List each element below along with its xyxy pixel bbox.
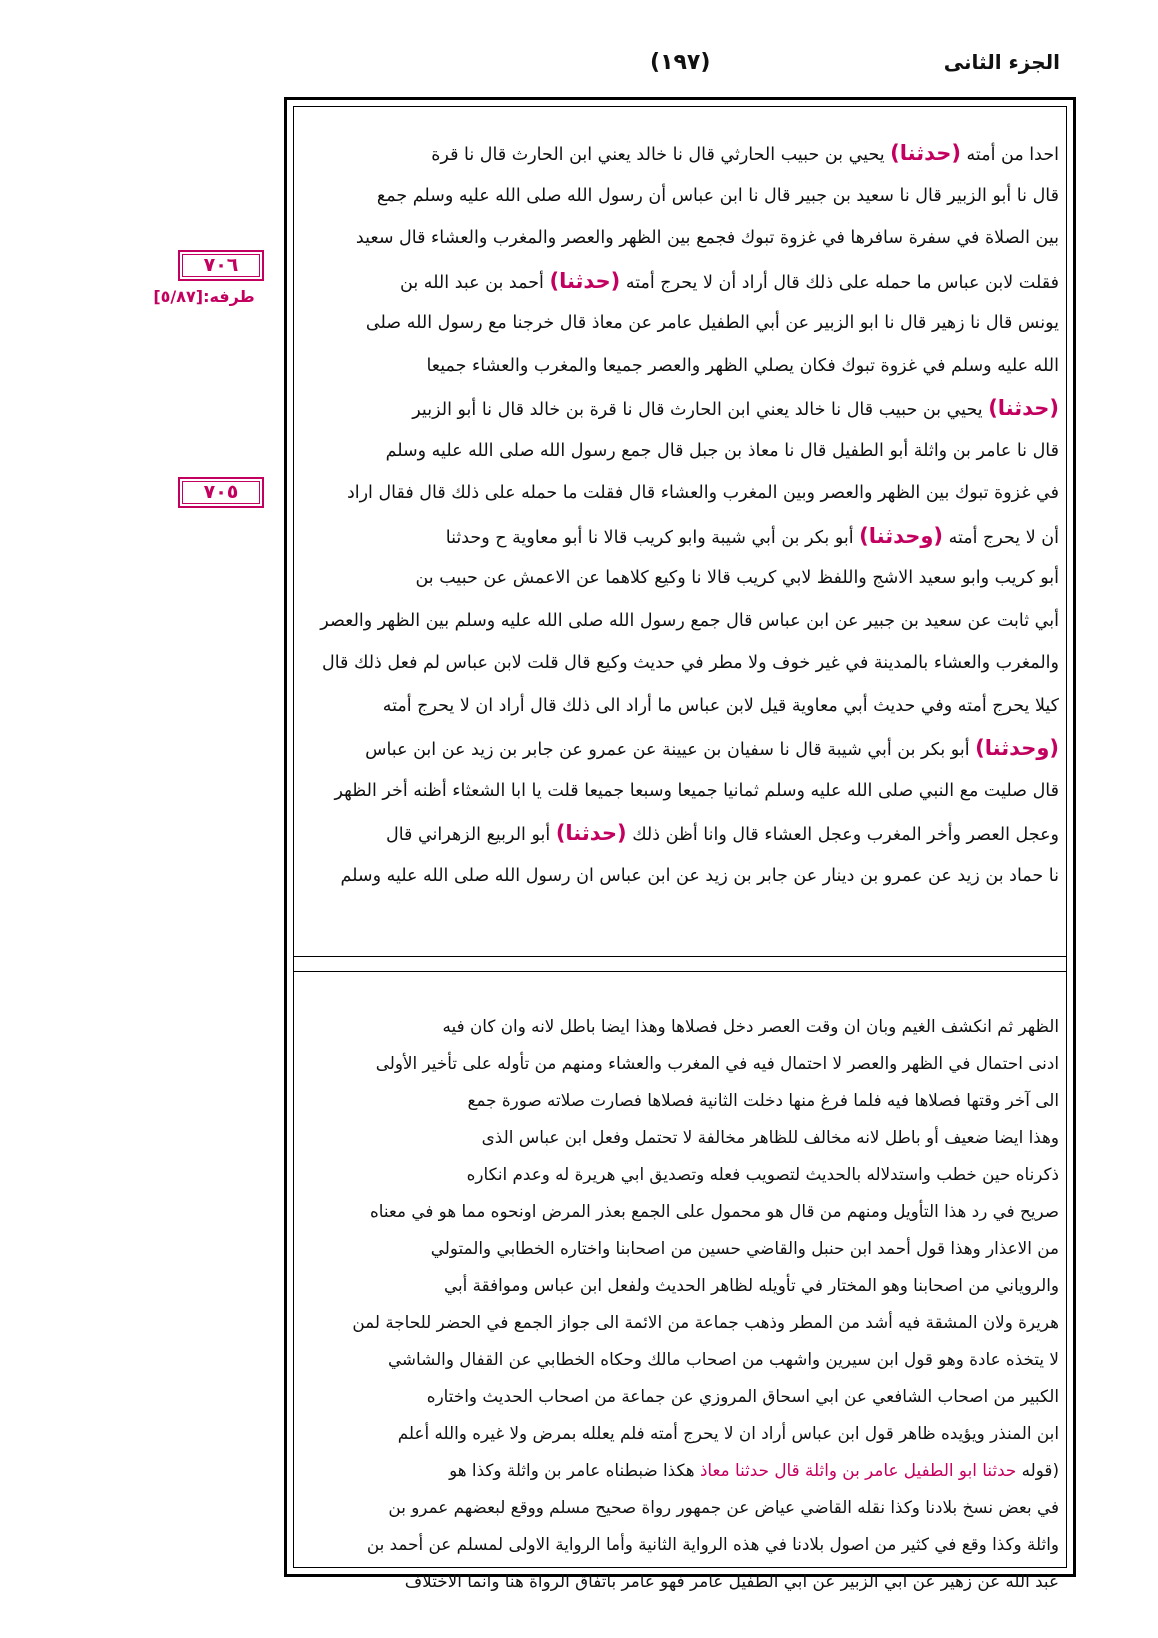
upper-text-line xyxy=(301,812,1059,855)
text-segment: في بعض نسخ بلادنا وكذا نقله القاضي عياض عن جمهور رواة صحيح مسلم ووقع لبعضهم عمرو بن xyxy=(388,1497,1059,1517)
text-segment: عبد الله عن زهير عن ابي الزبير عن ابي الطفيل عامر فهو عامر باتفاق الرواة هنا وانما الاختلاف xyxy=(404,1571,1059,1591)
text-segment: قال نا أبو الزبير قال نا سعيد بن جبير قال نا ابن عباس أن رسول الله صلى الله عليه وسلم جمع xyxy=(376,185,1059,206)
hadith-marker: (وحدثنا) xyxy=(975,736,1059,760)
quoted-isnad: حدثنا ابو الطفيل عامر بن واثلة قال حدثنا معاذ xyxy=(699,1460,1017,1480)
text-segment: فقلت لابن عباس ما حمله على ذلك قال أراد أن لا يحرج أمته xyxy=(620,272,1059,293)
upper-text-line xyxy=(301,430,1059,473)
text-segment: ذكرناه حين خطب واستدلاله بالحديث لتصويب فعله وتصديق ابي هريرة له وعدم انكاره xyxy=(466,1164,1059,1184)
lower-text-line xyxy=(301,1156,1059,1193)
text-segment: أبو كريب وابو سعيد الاشج واللفظ لابي كريب قالا نا وكيع كلاهما عن الاعمش عن حبيب بن xyxy=(415,568,1059,588)
volume-title: الجزء الثانى xyxy=(943,50,1060,74)
text-segment: الله عليه وسلم في غزوة تبوك فكان يصلي الظهر والعصر جميعا والمغرب والعشاء جميعا xyxy=(426,355,1059,376)
lower-text-line xyxy=(301,1045,1059,1082)
text-segment: الكبير من اصحاب الشافعي عن ابي اسحاق المروزي عن جماعة من اصحاب الحديث واختاره xyxy=(426,1386,1059,1406)
lower-text-line xyxy=(301,1526,1059,1563)
hadith-marker: (حدثنا) xyxy=(890,141,961,165)
lower-text-line xyxy=(301,1341,1059,1378)
lower-text-line xyxy=(301,1304,1059,1341)
text-segment: الظهر ثم انكشف الغيم وبان ان وقت العصر دخل فصلاها وهذا ايضا باطل لانه وان كان فيه xyxy=(442,1016,1059,1036)
text-segment: لا يتخذه عادة وهو قول ابن سيرين واشهب من اصحاب مالك وحكاه الخطابي عن القفال والشاشي xyxy=(387,1349,1059,1369)
text-segment: الى آخر وقتها فصلاها فيه فلما فرغ منها دخلت الثانية فصلاها فصارت صلاته صورة جمع xyxy=(467,1090,1059,1110)
text-segment: يحيي بن حبيب قال نا خالد يعني ابن الحارث قال نا قرة بن خالد قال نا أبو الزبير xyxy=(412,400,989,420)
text-segment: أبو الربيع الزهراني قال xyxy=(386,825,556,845)
upper-text-line xyxy=(301,387,1059,430)
hadith-marker: (حدثنا) xyxy=(555,821,627,845)
hadith-text-panel xyxy=(301,132,1059,935)
upper-text-line xyxy=(301,642,1059,685)
text-segment: والروياني من اصحابنا وهو المختار في تأويله لظاهر الحديث ولفعل ابن عباس وموافقة أبي xyxy=(443,1275,1059,1295)
hadith-number-705: ٧٠٥ xyxy=(178,477,264,508)
upper-text-line xyxy=(301,472,1059,515)
upper-text-line xyxy=(301,132,1059,175)
upper-text-line xyxy=(301,557,1059,600)
commentary-text-panel xyxy=(301,1008,1059,1591)
upper-text-line xyxy=(301,260,1059,303)
text-segment: أن لا يحرج أمته xyxy=(943,527,1059,548)
upper-text-line xyxy=(301,600,1059,643)
text-segment: واثلة وكذا وقع في كثير من اصول بلادنا في هذه الرواية الثانية وأما الرواية الاولى لمسلم عن أحمد بن xyxy=(366,1534,1059,1554)
hadith-marker: (وحدثنا) xyxy=(859,523,944,548)
upper-text-line xyxy=(301,770,1059,813)
text-segment: ادنى احتمال في الظهر والعصر لا احتمال فيه في المغرب والعشاء ومنهم من تأوله على تأخير الأولى xyxy=(375,1053,1059,1073)
page-frame xyxy=(284,97,1076,1591)
text-segment: يحيي بن حبيب الحارثي قال نا خالد يعني ابن الحارث قال نا قرة xyxy=(431,145,891,165)
lower-text-line xyxy=(301,1489,1059,1526)
text-segment: نا حماد بن زيد عن عمرو بن دينار عن جابر بن زيد عن ابن عباس ان رسول الله صلى الله عليه وسلم xyxy=(340,865,1059,886)
text-segment: وعجل العصر وأخر المغرب وعجل العشاء قال وانا أظن ذلك xyxy=(626,825,1059,845)
upper-text-line xyxy=(301,685,1059,728)
upper-text-line xyxy=(301,345,1059,388)
text-segment: (قوله xyxy=(1016,1460,1059,1480)
text-segment: يونس قال نا زهير قال نا ابو الزبير عن أبي الطفيل عامر عن معاذ قال خرجنا مع رسول الله صلى xyxy=(365,313,1059,333)
lower-text-line xyxy=(301,1378,1059,1415)
text-segment: أبو بكر بن أبي شيبة قال نا سفيان بن عيينة عن عمرو عن جابر بن زيد عن ابن عباس xyxy=(365,740,976,760)
lower-text-line xyxy=(301,1452,1059,1489)
text-segment: بين الصلاة في سفرة سافرها في غزوة تبوك فجمع بين الظهر والعصر والمغرب والعشاء قال سعيد xyxy=(355,228,1059,248)
text-segment: أحمد بن عبد الله بن xyxy=(400,272,550,293)
text-segment: احدا من أمته xyxy=(960,145,1059,165)
text-segment: ابن المنذر ويؤيده ظاهر قول ابن عباس أراد ان لا يحرج أمته فلم يعلله بمرض ولا غيره والله أعلم xyxy=(397,1423,1059,1443)
lower-text-line xyxy=(301,1563,1059,1600)
text-segment: أبي ثابت عن سعيد بن جبير عن ابن عباس قال جمع رسول الله صلى الله عليه وسلم بين الظهر والعصر xyxy=(320,610,1059,631)
upper-text-line xyxy=(301,727,1059,770)
text-segment: والمغرب والعشاء بالمدينة في غير خوف ولا مطر في حديث وكيع قال قلت لابن عباس لم فعل ذلك قال xyxy=(321,653,1059,673)
text-segment: في غزوة تبوك بين الظهر والعصر وبين المغرب والعشاء قال فقلت ما حمله على ذلك قال فقال اراد xyxy=(346,483,1059,503)
text-segment: هكذا ضبطناه عامر بن واثلة وكذا هو xyxy=(449,1460,700,1480)
text-segment: قال صليت مع النبي صلى الله عليه وسلم ثمانيا جميعا وسبعا جميعا قلت يا ابا الشعثاء أظنه أخر الظهر xyxy=(334,780,1059,801)
lower-text-line xyxy=(301,1193,1059,1230)
hadith-marker: (حدثنا) xyxy=(988,396,1059,420)
text-segment: صريح في رد هذا التأويل ومنهم من قال هو محمول على الجمع بعذر المرض اونحوه مما هو في معناه xyxy=(369,1201,1059,1221)
page-header xyxy=(290,50,1060,94)
text-segment: كيلا يحرج أمته وفي حديث أبي معاوية قيل لابن عباس ما أراد الى ذلك قال أراد ان لا يحرج أمته xyxy=(382,695,1059,716)
text-segment: أبو بكر بن أبي شيبة وابو كريب قالا نا أبو معاوية ح وحدثنا xyxy=(445,527,860,548)
lower-text-line xyxy=(301,1082,1059,1119)
upper-text-line xyxy=(301,302,1059,345)
cross-reference-note: طرفه:[٥/٨٧] xyxy=(153,287,255,306)
page-number: (١٩٧) xyxy=(650,50,711,75)
section-divider xyxy=(293,956,1067,972)
lower-text-line xyxy=(301,1119,1059,1156)
hadith-number-706: ٧٠٦ xyxy=(178,250,264,281)
upper-text-line xyxy=(301,175,1059,218)
text-segment: وهذا ايضا ضعيف أو باطل لانه مخالف للظاهر مخالفة لا تحتمل وفعل ابن عباس الذى xyxy=(481,1127,1059,1147)
upper-text-line xyxy=(301,515,1059,558)
text-segment: هريرة ولان المشقة فيه أشد من المطر وذهب جماعة من الائمة الى جواز الجمع في الحضر للحاجة لمن xyxy=(352,1312,1059,1332)
text-segment: قال نا عامر بن واثلة أبو الطفيل قال نا معاذ بن جبل قال جمع رسول الله صلى الله عليه وسلم xyxy=(385,440,1059,461)
lower-text-line xyxy=(301,1415,1059,1452)
lower-text-line xyxy=(301,1267,1059,1304)
text-segment: من الاعذار وهذا قول أحمد ابن حنبل والقاضي حسين من اصحابنا واختاره الخطابي والمتولي xyxy=(430,1238,1059,1258)
upper-text-line xyxy=(301,217,1059,260)
hadith-marker: (حدثنا) xyxy=(549,268,621,293)
lower-text-line xyxy=(301,1008,1059,1045)
lower-text-line xyxy=(301,1230,1059,1267)
upper-text-line xyxy=(301,855,1059,898)
